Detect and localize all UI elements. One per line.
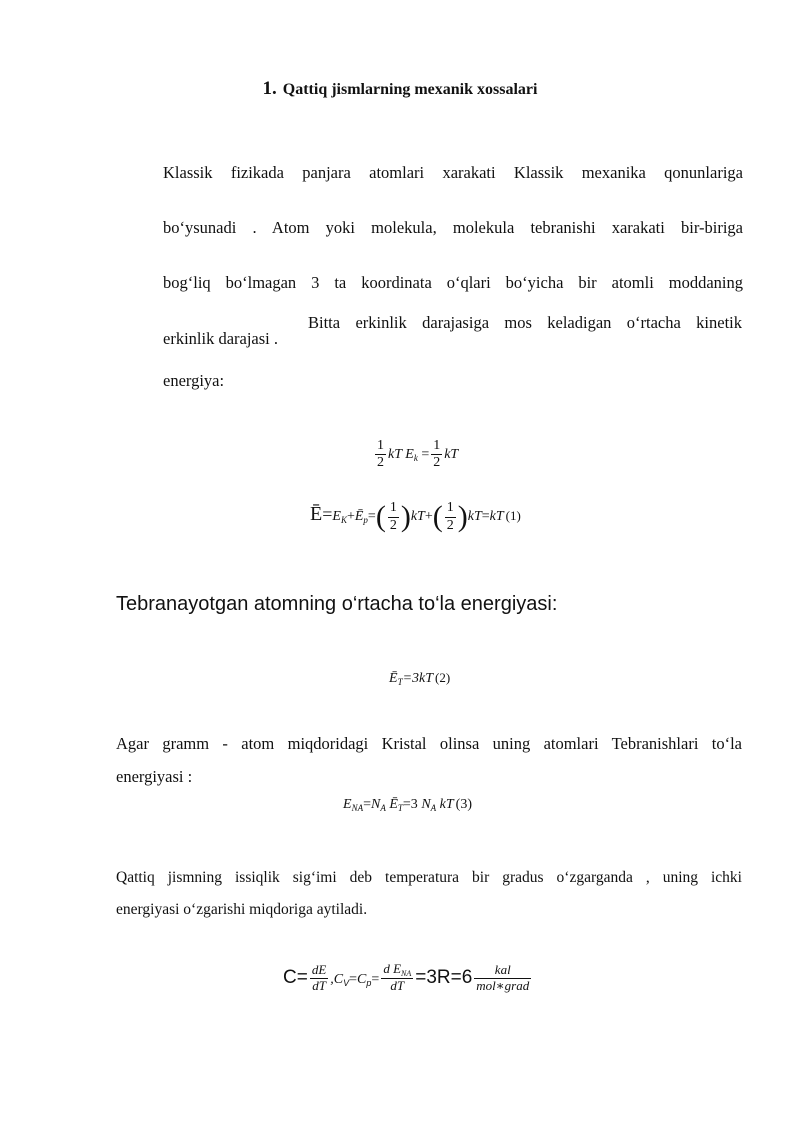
fraction-half: $\frac{1}{2}$	[377, 438, 384, 471]
formula-oscillation-energy: $Ē_T=3kT$ (2)	[389, 670, 451, 687]
paragraph-1-line-4a: erkinlik darajasi .	[163, 329, 279, 348]
section-title-text: Qattiq jismlarning mexanik xossalari	[282, 81, 538, 98]
formula-kinetic-energy: $\frac{1}{2}$ kT $E_k$ = $\frac{1}{2}$ kT	[377, 438, 459, 471]
formula-total-energy: $Ē=E_K+Ē_p=$( $\frac{1}{2}$ )kT+( $\frac{1}{2}$ )kT=kT (1)	[310, 500, 521, 533]
paragraph-1-line-3: bog‘liq bo‘lmagan 3 ta koordinata o‘qlari bo‘yicha bir atomli moddaning	[163, 273, 743, 292]
subheading-oscillation-energy: Tebranayotgan atomning o‘rtacha to‘la energiyasi:	[116, 593, 558, 615]
section-number: 1.	[262, 78, 277, 99]
paragraph-1-line-4b: Bitta erkinlik darajasiga mos keladigan o‘rtacha kinetik	[308, 313, 742, 332]
paragraph-3-line-1: Qattiq jismning issiqlik sig‘imi deb temperatura bir gradus o‘zgarganda , uning ichki	[116, 869, 742, 886]
formula-gram-atom-energy: $E_{NA}=N_A$ $Ē_T=3$ $N_A$ kT (3)	[343, 797, 472, 813]
paragraph-2-line-2: energiyasi :	[116, 767, 193, 786]
paragraph-2-line-1: Agar gramm - atom miqdoridagi Kristal olinsa uning atomlari Tebranishlari to‘la	[116, 734, 742, 753]
formula-heat-capacity: C= $\frac{dE}{dT}$ $,C_V=C_p=$ $\frac{d E_{NA}}{dT}$ =3R=6 $\frac{\text{kal}}{\text{mol∗grad}}$	[283, 961, 530, 994]
section-title	[0, 78, 800, 100]
paragraph-1-line-2: bo‘ysunadi . Atom yoki molekula, molekula tebranishi xarakati bir-biriga	[163, 218, 743, 237]
paragraph-1-line-5: energiya:	[163, 371, 225, 390]
paragraph-3-line-2: energiyasi o‘zgarishi miqdoriga aytiladi.	[116, 901, 368, 918]
paragraph-1-line-1: Klassik fizikada panjara atomlari xarakati Klassik mexanika qonunlariga	[163, 163, 743, 182]
fraction-half: $\frac{1}{2}$	[433, 438, 441, 471]
